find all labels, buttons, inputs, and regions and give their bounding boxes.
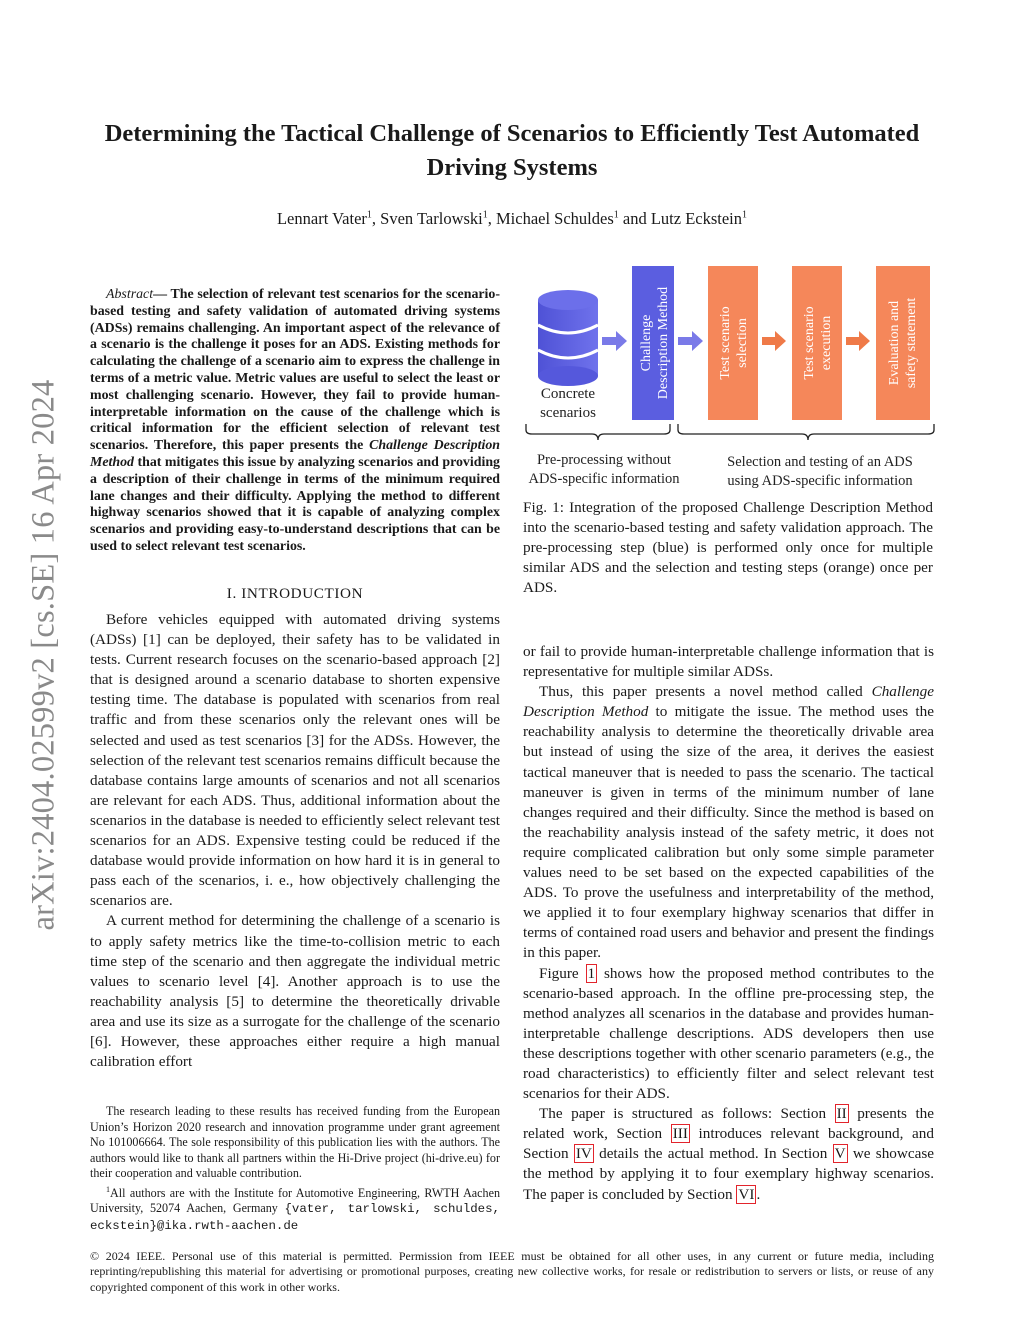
box-label: Test scenario: [802, 306, 817, 380]
figure-caption: Fig. 1: Integration of the proposed Challenge Description Method into the scenario-based testing and safety validation approach. The pre-processing step (blue) is performed only once for multiple similar ADS and the selection and testing steps (orange) once per ADS.: [523, 499, 933, 597]
figure-reference-link[interactable]: 1: [587, 964, 596, 982]
section-heading: I. INTRODUCTION: [226, 585, 364, 602]
database-label: Concrete: [540, 386, 596, 402]
footnote: [90, 1104, 500, 1234]
copyright-notice: © 2024 IEEE. Personal use of this material is permitted. Permission from IEEE must be obtained for all other uses, in any current or future media, including reprinting/republishing this material for advertising or promotional purposes, creating new collective works, for resale or redistribution to servers or lists, or reuse of any copyrighted component of this work in other works.: [90, 1249, 934, 1294]
brace-selection-testing: [678, 424, 934, 440]
arxiv-identifier: arXiv:2404.02599v2 [cs.SE] 16 Apr 2024: [25, 379, 62, 931]
brace-label: ADS-specific information: [528, 471, 680, 487]
affiliation-mark: 1: [613, 209, 619, 221]
affiliation-mark: 1: [742, 209, 748, 221]
box-label: Evaluation and: [887, 300, 902, 386]
paragraph: A current method for determining the challenge of a scenario is to apply safety metrics like the time-to-collision metric to each time step of the scenario and then aggregate the individual metric values to scenario level [4]. Another approach is to use the reachability analysis [5] to determine the theoretically drivable area and use its size as a surrogate for the challenge of the scenario [6]. However, these approaches either require a high manual calibration effort: [90, 912, 500, 1071]
affiliation-note: $^1$All authors are with the Institute for Automotive Engineering, RWTH Aachen University, 52074 Aachen, Germany {vater, tarlowski, schuldes, eckstein}@ika.rwth-aachen.de: [90, 1184, 500, 1233]
brace-label: using ADS-specific information: [727, 473, 913, 489]
arrow-icon: [846, 331, 870, 351]
test-scenario-selection-box: [708, 266, 758, 420]
author-name: Michael Schuldes: [496, 209, 614, 228]
affiliation-mark: 1: [482, 209, 488, 221]
box-label: selection: [735, 318, 750, 368]
box-label: Challenge: [639, 314, 654, 372]
author-emails: {vater, tarlowski, schuldes, eckstein}@ika.rwth-aachen.de: [90, 1202, 500, 1233]
abstract-label: Abstract: [106, 287, 154, 302]
brace-label: Selection and testing of an ADS: [727, 454, 913, 470]
author-name: Lutz Eckstein: [650, 209, 743, 228]
paragraph: Figure 1 shows how the proposed method contributes to the scenario-based approach. In the offline pre-processing step, the method analyzes all scenarios in the database and provides human-interpretable challenge descriptions. ADS developers then use these descriptions together with other scenario parameters (e.g., the road characteristics) to efficiently filter and select relevant test scenarios for their ADS.: [523, 964, 934, 1103]
section-reference-link[interactable]: II: [836, 1105, 847, 1123]
right-column-text: [523, 642, 934, 1205]
paper-title: Determining the Tactical Challenge of Scenarios to Efficiently Test Automated Driving Systems: [104, 120, 920, 181]
author-name: Lennart Vater: [276, 209, 367, 228]
arrow-icon: [762, 331, 786, 351]
funding-note: The research leading to these results has received funding from the European Union’s Horizon 2020 research and innovation programme under grant agreement No 101006664. The sole responsibility of this publication lies with the authors. The authors would like to thank all partners within the Hi-Drive project (hi-drive.eu) for their cooperation and valuable contribution.: [90, 1104, 500, 1180]
box-label: safety statement: [904, 297, 919, 389]
test-scenario-execution-box: [792, 266, 842, 420]
section-reference-link[interactable]: VI: [738, 1185, 755, 1203]
box-label: execution: [819, 315, 834, 371]
evaluation-safety-box: [876, 266, 930, 420]
paragraph: Thus, this paper presents a novel method called Challenge Description Method to mitigate the issue. The method uses the reachability analysis to determine the theoretically drivable area but instead of using the size of the area, it derives the easiest tactical maneuver that is needed to pass the scenario. The tactical maneuver is given in terms of the minimum number of lane changes required and their difficulty. Since the method is based on the reachability analysis instead of the safety metric, it does not require complicated calibration but only some simple parameter values need to be set based on the expected capabilities of the ADS. To prove the usefulness and interpretability of the method, we applied it to four exemplary highway scenarios that differ in terms of contained road users and behavior and present the findings in this paper.: [523, 683, 934, 962]
author-name: Sven Tarlowski: [380, 209, 483, 228]
introduction-text: [90, 610, 500, 1072]
paragraph: Before vehicles equipped with automated driving systems (ADSs) [1] can be deployed, their safety has to be validated in tests. Current research focuses on the scenario-based approach [2] that is designed around a scenario database to shorten expensive testing time. The database is populated with scenarios from real traffic and from these scenarios only the relevant ones will be selected and used as test scenarios [3] for the ADSs. However, the selection of the relevant test scenarios remains difficult because the database contains large amounts of scenarios and not all scenarios are relevant for each ADS. Thus, additional information about the scenarios in the database is needed to efficiently select relevant test scenarios for an ADS. Expensive testing could be reduced if the database would provide information on how hard it is in general to pass each of the scenarios, i. e., how objectively challenging the scenarios are.: [90, 611, 500, 910]
affiliation-mark: 1: [366, 209, 372, 221]
brace-label: Pre-processing without: [536, 452, 672, 468]
database-label: scenarios: [540, 405, 596, 421]
brace-preprocessing: [526, 424, 670, 440]
figure-1-diagram: [522, 262, 942, 492]
box-label: Description Method: [656, 286, 671, 400]
database-icon: [538, 290, 598, 386]
method-name: Challenge Description Method: [523, 683, 934, 721]
paragraph: The paper is structured as follows: Section II presents the related work, Section III introduces relevant background, and Section IV details the actual method. In Section V we showcase the method by applying it to four exemplary highway scenarios. The paper is concluded by Section VI .: [523, 1105, 934, 1203]
author-list: Lennart Vater$^1$, Sven Tarlowski$^1$, Michael Schuldes$^1$ and Lutz Eckstein$^1$: [276, 209, 748, 228]
box-label: Test scenario: [718, 306, 733, 380]
paragraph: or fail to provide human-interpretable challenge information that is representative for multiple similar ADSs.: [523, 643, 934, 681]
section-reference-link[interactable]: IV: [575, 1145, 592, 1163]
arrow-icon: [678, 331, 703, 351]
section-reference-link[interactable]: V: [834, 1145, 846, 1163]
section-reference-link[interactable]: III: [672, 1125, 688, 1143]
abstract: Abstract— The selection of relevant test scenarios for the scenario-based testing and safety validation of automated driving systems (ADSs) remains challenging. An important aspect of the relevance of a scenario is the challenge it poses for an ADS. Existing methods for calculating the challenge of a scenario aim to express the challenge in terms of a metric value. Metric values are useful to select the least or most challenging scenario. However, they fail to provide human-interpretable information on the cause of the challenge which is critical information for the efficient selection of relevant test scenarios. Therefore, this paper presents the Challenge Description Method that mitigates this issue by analyzing scenarios and providing a description of their challenge in terms of the minimum required lane changes and their difficulty. Applying the method to different highway scenarios showed that it is capable of analyzing complex scenarios and providing easy-to-understand descriptions that can be used to select relevant test scenarios.: [90, 287, 500, 554]
method-name: Challenge Description Method: [90, 438, 500, 470]
arrow-icon: [602, 331, 627, 351]
